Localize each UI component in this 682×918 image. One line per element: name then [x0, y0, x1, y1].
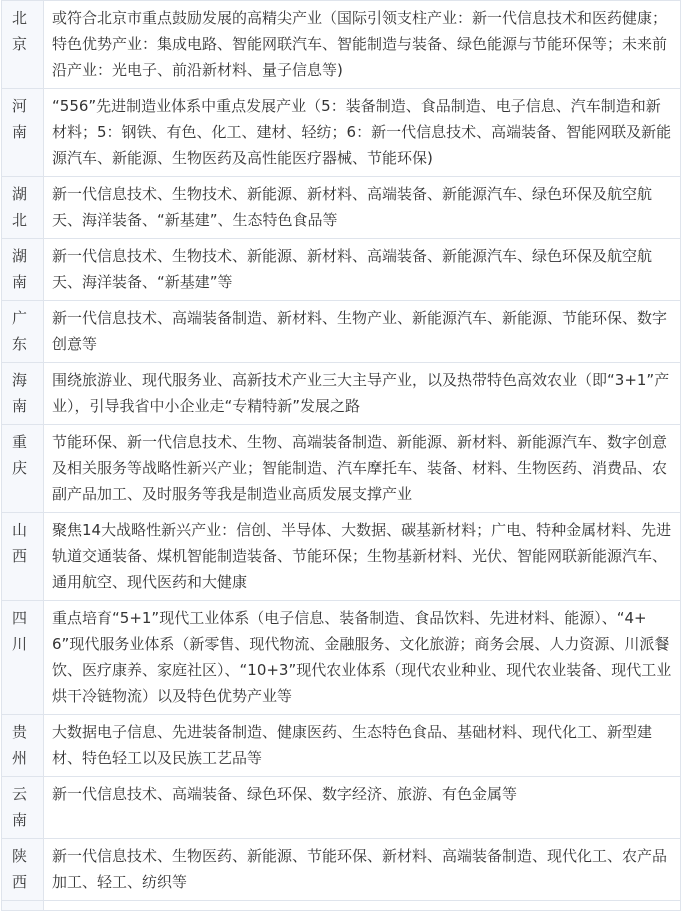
table-row — [2, 363, 681, 425]
table-row — [2, 839, 681, 901]
table-row — [2, 715, 681, 777]
industry-description: “556”先进制造业体系中重点发展产业（5：装备制造、食品制造、电子信息、汽车制造和新材料；5：钢铁、有色、化工、建材、轻纺；6：新一代信息技术、高端装备、智能网联及新能源汽车、新能源、生物医药及高性能医疗器械、节能环保) — [44, 89, 681, 177]
table-row — [2, 301, 681, 363]
region-name: 四川 — [12, 609, 28, 653]
region-name: 河南 — [12, 97, 28, 141]
region-name: 山西 — [12, 521, 28, 565]
region-name: 陕西 — [12, 847, 28, 891]
industry-description: 新一代信息技术、高端装备、绿色环保、数字经济、旅游、有色金属等 — [44, 777, 681, 839]
industry-description: 节能环保、新一代信息技术、生物、高端装备制造、新能源、新材料、新能源汽车、数字创意及相关服务等战略性新兴产业；智能制造、汽车摩托车、装备、材料、生物医药、消费品、农副产品加工、及时服务等我是制造业高质发展支撑产业 — [44, 425, 681, 513]
industry-table — [1, 0, 681, 911]
region-name: 湖北 — [12, 185, 28, 229]
region-name: 重庆 — [12, 433, 28, 477]
region-name: 北京 — [12, 9, 28, 53]
industry-description: 大数据电子信息、先进装备制造、健康医药、生态特色食品、基础材料、现代化工、新型建材、特色轻工以及民族工艺品等 — [44, 715, 681, 777]
region-name: 湖南 — [12, 247, 28, 291]
table-row — [2, 513, 681, 601]
industry-description: 重点培育“5+1”现代工业体系（电子信息、装备制造、食品饮料、先进材料、能源）、“4+6”现代服务业体系（新零售、现代物流、金融服务、文化旅游；商务会展、人力资源、川派餐饮、医疗康养、家庭社区）、“10+3”现代农业体系（现代农业种业、现代农业装备、现代工业烘干冷链物流）以及特色优势产业等 — [44, 601, 681, 715]
industry-description: 新一代信息技术、生物医药、新能源、节能环保、新材料、高端装备制造、现代化工、农产品加工、轻工、纺织等 — [44, 839, 681, 901]
industry-description: 新一代信息技术、生物技术、新能源、新材料、高端装备、新能源汽车、绿色环保及航空航天、海洋装备、“新基建”等 — [44, 239, 681, 301]
industry-description: 或符合北京市重点鼓励发展的高精尖产业（国际引领支柱产业：新一代信息技术和医药健康；特色优势产业：集成电路、智能网联汽车、智能制造与装备、绿色能源与节能环保等；未来前沿产业：光电子、前沿新材料、量子信息等) — [44, 1, 681, 89]
table-row — [2, 89, 681, 177]
industry-description: 围绕旅游业、现代服务业、高新技术产业三大主导产业，以及热带特色高效农业（即“3+1”产业），引导我省中小企业走“专精特新”发展之路 — [44, 363, 681, 425]
table-row-partial — [2, 901, 681, 911]
table-row — [2, 239, 681, 301]
industry-description: 新一代信息技术、生物技术、新能源、新材料、高端装备、新能源汽车、绿色环保及航空航天、海洋装备、“新基建”、生态特色食品等 — [44, 177, 681, 239]
table-row — [2, 777, 681, 839]
region-name: 云南 — [12, 785, 28, 829]
table-row — [2, 601, 681, 715]
industry-description: 新一代信息技术、高端装备制造、新材料、生物产业、新能源汽车、新能源、节能环保、数字创意等 — [44, 301, 681, 363]
table-row — [2, 177, 681, 239]
table-row — [2, 1, 681, 89]
region-name: 广东 — [12, 309, 28, 353]
region-name: 贵州 — [12, 723, 28, 767]
industry-description: 聚焦14大战略性新兴产业：信创、半导体、大数据、碳基新材料；广电、特种金属材料、先进轨道交通装备、煤机智能制造装备、节能环保；生物基新材料、光伏、智能网联新能源汽车、通用航空、现代医药和大健康 — [44, 513, 681, 601]
region-name: 海南 — [12, 371, 28, 415]
table-row — [2, 425, 681, 513]
